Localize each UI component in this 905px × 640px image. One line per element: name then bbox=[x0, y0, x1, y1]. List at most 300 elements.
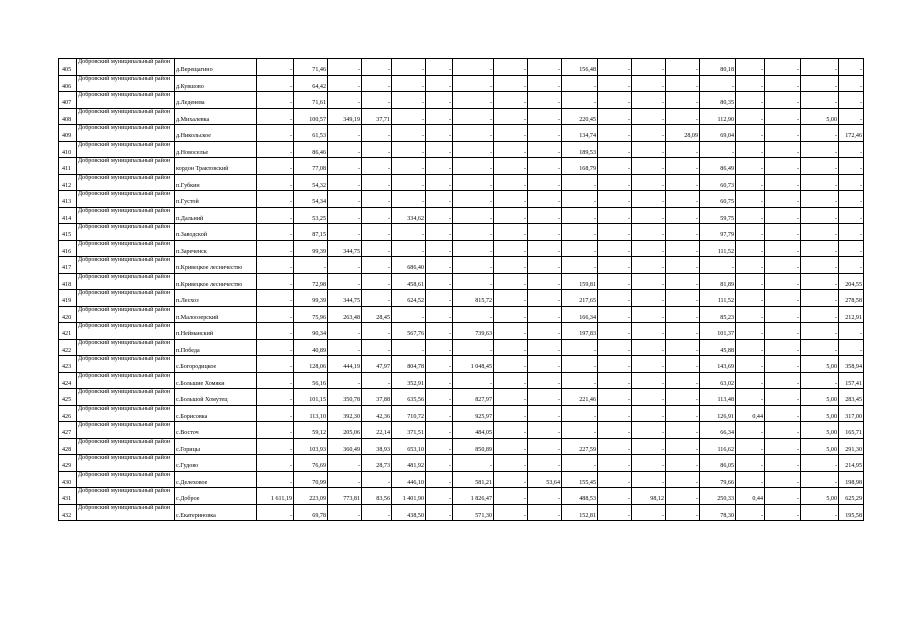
value-cell: - bbox=[839, 108, 864, 125]
value-cell: 172,46 bbox=[839, 125, 864, 142]
value-cell: - bbox=[801, 191, 839, 208]
row-number: 432 bbox=[59, 504, 77, 521]
settlement-cell: п.Лесхоз bbox=[175, 290, 257, 307]
value-cell: - bbox=[801, 158, 839, 175]
value-cell: 87,15 bbox=[294, 224, 328, 241]
value-cell: - bbox=[839, 92, 864, 109]
value-cell: - bbox=[666, 240, 700, 257]
value-cell: - bbox=[736, 191, 765, 208]
value-cell: - bbox=[494, 438, 528, 455]
value-cell: 152,81 bbox=[562, 504, 598, 521]
value-cell: - bbox=[801, 504, 839, 521]
value-cell: - bbox=[562, 405, 598, 422]
value-cell: - bbox=[453, 240, 494, 257]
value-cell: - bbox=[528, 174, 562, 191]
value-cell: - bbox=[632, 422, 666, 439]
value-cell: 481,92 bbox=[392, 455, 426, 472]
value-cell: - bbox=[666, 224, 700, 241]
value-cell: - bbox=[765, 108, 801, 125]
value-cell: 571,30 bbox=[453, 504, 494, 521]
region-cell: Добровский муниципальный район bbox=[77, 290, 175, 307]
value-cell: - bbox=[598, 191, 632, 208]
value-cell: - bbox=[666, 422, 700, 439]
value-cell: - bbox=[494, 356, 528, 373]
value-cell: - bbox=[598, 207, 632, 224]
value-cell: - bbox=[765, 141, 801, 158]
value-cell: - bbox=[257, 405, 294, 422]
table-row bbox=[59, 75, 864, 92]
value-cell: - bbox=[257, 389, 294, 406]
row-number: 421 bbox=[59, 323, 77, 340]
value-cell: - bbox=[362, 75, 392, 92]
row-number: 405 bbox=[59, 59, 77, 76]
value-cell: - bbox=[801, 141, 839, 158]
value-cell: - bbox=[494, 75, 528, 92]
value-cell: - bbox=[257, 158, 294, 175]
value-cell: - bbox=[328, 224, 362, 241]
settlement-cell: с.Восточ bbox=[175, 422, 257, 439]
value-cell: - bbox=[426, 471, 453, 488]
value-cell: 686,40 bbox=[392, 257, 426, 274]
value-cell: 98,12 bbox=[632, 488, 666, 505]
value-cell: 1 611,19 bbox=[257, 488, 294, 505]
value-cell: - bbox=[362, 59, 392, 76]
value-cell: 625,29 bbox=[839, 488, 864, 505]
region-cell: Добровский муниципальный район bbox=[77, 372, 175, 389]
value-cell: 28,09 bbox=[666, 125, 700, 142]
value-cell: - bbox=[598, 141, 632, 158]
value-cell: - bbox=[426, 59, 453, 76]
value-cell: - bbox=[453, 207, 494, 224]
value-cell: 83,56 bbox=[362, 488, 392, 505]
region-cell: Добровский муниципальный район bbox=[77, 422, 175, 439]
value-cell: 134,74 bbox=[562, 125, 598, 142]
value-cell: - bbox=[801, 323, 839, 340]
value-cell: - bbox=[598, 504, 632, 521]
value-cell: - bbox=[598, 455, 632, 472]
value-cell: - bbox=[494, 339, 528, 356]
table-row bbox=[59, 207, 864, 224]
row-number: 423 bbox=[59, 356, 77, 373]
value-cell: - bbox=[598, 471, 632, 488]
value-cell: - bbox=[257, 125, 294, 142]
value-cell: - bbox=[426, 158, 453, 175]
region-cell: Добровский муниципальный район bbox=[77, 306, 175, 323]
value-cell: - bbox=[453, 455, 494, 472]
value-cell: - bbox=[528, 224, 562, 241]
tariff-table bbox=[58, 58, 864, 521]
value-cell: - bbox=[453, 125, 494, 142]
row-number: 424 bbox=[59, 372, 77, 389]
value-cell: 77,08 bbox=[294, 158, 328, 175]
value-cell: 567,76 bbox=[392, 323, 426, 340]
value-cell: - bbox=[839, 240, 864, 257]
value-cell: - bbox=[426, 240, 453, 257]
value-cell: - bbox=[765, 339, 801, 356]
value-cell: 97,79 bbox=[700, 224, 736, 241]
value-cell: - bbox=[562, 339, 598, 356]
value-cell: - bbox=[362, 471, 392, 488]
value-cell: - bbox=[801, 174, 839, 191]
settlement-cell: п.Зареченск bbox=[175, 240, 257, 257]
value-cell: - bbox=[453, 191, 494, 208]
value-cell: 40,89 bbox=[294, 339, 328, 356]
value-cell: 53,25 bbox=[294, 207, 328, 224]
value-cell: - bbox=[801, 92, 839, 109]
value-cell: - bbox=[528, 207, 562, 224]
value-cell: - bbox=[666, 108, 700, 125]
value-cell: - bbox=[801, 306, 839, 323]
value-cell: - bbox=[562, 455, 598, 472]
value-cell: - bbox=[666, 290, 700, 307]
value-cell: - bbox=[765, 372, 801, 389]
value-cell: - bbox=[632, 158, 666, 175]
value-cell: 278,58 bbox=[839, 290, 864, 307]
value-cell: 804,78 bbox=[392, 356, 426, 373]
value-cell: 635,56 bbox=[392, 389, 426, 406]
region-cell: Добровский муниципальный район bbox=[77, 455, 175, 472]
value-cell: 1 401,90 bbox=[392, 488, 426, 505]
value-cell: - bbox=[801, 257, 839, 274]
value-cell: - bbox=[666, 141, 700, 158]
row-number: 413 bbox=[59, 191, 77, 208]
value-cell: - bbox=[666, 306, 700, 323]
value-cell: 5,00 bbox=[801, 405, 839, 422]
value-cell: 86,05 bbox=[700, 455, 736, 472]
value-cell: - bbox=[765, 504, 801, 521]
value-cell: - bbox=[392, 75, 426, 92]
settlement-cell: с.Большие Хомяки bbox=[175, 372, 257, 389]
value-cell: 360,49 bbox=[328, 438, 362, 455]
region-cell: Добровский муниципальный район bbox=[77, 240, 175, 257]
region-cell: Добровский муниципальный район bbox=[77, 504, 175, 521]
value-cell: 5,00 bbox=[801, 108, 839, 125]
row-number: 411 bbox=[59, 158, 77, 175]
value-cell: 221,46 bbox=[562, 389, 598, 406]
value-cell: 38,93 bbox=[362, 438, 392, 455]
value-cell: - bbox=[257, 59, 294, 76]
value-cell: - bbox=[632, 240, 666, 257]
value-cell: 371,51 bbox=[392, 422, 426, 439]
value-cell: 438,50 bbox=[392, 504, 426, 521]
value-cell: 5,00 bbox=[801, 389, 839, 406]
value-cell: - bbox=[528, 108, 562, 125]
value-cell: - bbox=[736, 273, 765, 290]
table-row bbox=[59, 323, 864, 340]
value-cell: - bbox=[666, 75, 700, 92]
value-cell: - bbox=[736, 207, 765, 224]
value-cell: 128,06 bbox=[294, 356, 328, 373]
value-cell: - bbox=[562, 240, 598, 257]
value-cell: - bbox=[426, 75, 453, 92]
value-cell: 112,90 bbox=[700, 108, 736, 125]
region-cell: Добровский муниципальный район bbox=[77, 92, 175, 109]
value-cell: - bbox=[494, 422, 528, 439]
value-cell: - bbox=[426, 141, 453, 158]
value-cell: - bbox=[598, 92, 632, 109]
settlement-cell: с.Большой Хомутец bbox=[175, 389, 257, 406]
value-cell: - bbox=[562, 224, 598, 241]
value-cell: - bbox=[632, 108, 666, 125]
settlement-cell: д.Кувшово bbox=[175, 75, 257, 92]
value-cell: - bbox=[736, 455, 765, 472]
value-cell: - bbox=[257, 438, 294, 455]
value-cell: - bbox=[257, 290, 294, 307]
value-cell: - bbox=[426, 92, 453, 109]
value-cell: - bbox=[562, 372, 598, 389]
value-cell: - bbox=[494, 141, 528, 158]
value-cell: - bbox=[736, 356, 765, 373]
value-cell: - bbox=[562, 207, 598, 224]
value-cell: 283,45 bbox=[839, 389, 864, 406]
region-cell: Добровский муниципальный район bbox=[77, 141, 175, 158]
value-cell: - bbox=[765, 356, 801, 373]
value-cell: - bbox=[801, 240, 839, 257]
value-cell: - bbox=[528, 306, 562, 323]
value-cell: - bbox=[328, 273, 362, 290]
value-cell: - bbox=[328, 455, 362, 472]
value-cell: - bbox=[598, 257, 632, 274]
value-cell: - bbox=[426, 372, 453, 389]
value-cell: - bbox=[328, 504, 362, 521]
value-cell: - bbox=[453, 224, 494, 241]
value-cell: - bbox=[494, 191, 528, 208]
value-cell: - bbox=[257, 224, 294, 241]
value-cell: - bbox=[598, 290, 632, 307]
value-cell: 72,98 bbox=[294, 273, 328, 290]
value-cell: - bbox=[392, 339, 426, 356]
value-cell: - bbox=[801, 455, 839, 472]
value-cell: - bbox=[598, 323, 632, 340]
value-cell: 198,98 bbox=[839, 471, 864, 488]
table-row bbox=[59, 257, 864, 274]
value-cell: - bbox=[426, 125, 453, 142]
value-cell: - bbox=[801, 339, 839, 356]
value-cell: - bbox=[765, 306, 801, 323]
value-cell: - bbox=[666, 92, 700, 109]
value-cell: - bbox=[765, 158, 801, 175]
value-cell: 159,81 bbox=[562, 273, 598, 290]
value-cell: - bbox=[392, 108, 426, 125]
value-cell: 53,64 bbox=[528, 471, 562, 488]
value-cell: - bbox=[598, 422, 632, 439]
value-cell: - bbox=[528, 323, 562, 340]
value-cell: - bbox=[839, 191, 864, 208]
value-cell: - bbox=[257, 306, 294, 323]
region-cell: Добровский муниципальный район bbox=[77, 438, 175, 455]
value-cell: - bbox=[257, 455, 294, 472]
value-cell: - bbox=[598, 240, 632, 257]
value-cell: 484,05 bbox=[453, 422, 494, 439]
value-cell: - bbox=[736, 125, 765, 142]
value-cell: 54,34 bbox=[294, 191, 328, 208]
settlement-cell: с.Горицы bbox=[175, 438, 257, 455]
value-cell: 81,89 bbox=[700, 273, 736, 290]
value-cell: 344,75 bbox=[328, 290, 362, 307]
value-cell: - bbox=[328, 59, 362, 76]
value-cell: - bbox=[666, 488, 700, 505]
value-cell: - bbox=[765, 224, 801, 241]
row-number: 414 bbox=[59, 207, 77, 224]
settlement-cell: д.Новоселье bbox=[175, 141, 257, 158]
value-cell: - bbox=[392, 125, 426, 142]
value-cell: - bbox=[528, 438, 562, 455]
value-cell: - bbox=[632, 125, 666, 142]
value-cell: - bbox=[453, 257, 494, 274]
value-cell: 624,52 bbox=[392, 290, 426, 307]
value-cell: 111,52 bbox=[700, 240, 736, 257]
value-cell: - bbox=[453, 108, 494, 125]
value-cell: - bbox=[328, 92, 362, 109]
value-cell: - bbox=[736, 141, 765, 158]
value-cell: - bbox=[426, 488, 453, 505]
value-cell: - bbox=[426, 389, 453, 406]
value-cell: 250,33 bbox=[700, 488, 736, 505]
value-cell: 263,48 bbox=[328, 306, 362, 323]
value-cell: - bbox=[736, 372, 765, 389]
value-cell: - bbox=[736, 158, 765, 175]
value-cell: - bbox=[257, 141, 294, 158]
value-cell: - bbox=[839, 141, 864, 158]
value-cell: - bbox=[362, 257, 392, 274]
value-cell: - bbox=[666, 438, 700, 455]
value-cell: - bbox=[426, 174, 453, 191]
value-cell: 37,88 bbox=[362, 389, 392, 406]
value-cell: - bbox=[736, 389, 765, 406]
value-cell: - bbox=[632, 339, 666, 356]
value-cell: - bbox=[392, 240, 426, 257]
value-cell: - bbox=[528, 158, 562, 175]
settlement-cell: с.Доброе bbox=[175, 488, 257, 505]
value-cell: 90,34 bbox=[294, 323, 328, 340]
value-cell: - bbox=[736, 290, 765, 307]
value-cell: - bbox=[839, 224, 864, 241]
value-cell: 70,99 bbox=[294, 471, 328, 488]
value-cell: 291,30 bbox=[839, 438, 864, 455]
table-row bbox=[59, 422, 864, 439]
value-cell: - bbox=[801, 125, 839, 142]
value-cell: - bbox=[528, 92, 562, 109]
value-cell: - bbox=[453, 158, 494, 175]
row-number: 427 bbox=[59, 422, 77, 439]
value-cell: - bbox=[666, 323, 700, 340]
settlement-cell: п.Победа bbox=[175, 339, 257, 356]
value-cell: - bbox=[736, 306, 765, 323]
value-cell: - bbox=[839, 75, 864, 92]
value-cell: - bbox=[765, 471, 801, 488]
value-cell: - bbox=[666, 405, 700, 422]
value-cell: 1 048,45 bbox=[453, 356, 494, 373]
value-cell: - bbox=[765, 488, 801, 505]
row-number: 430 bbox=[59, 471, 77, 488]
value-cell: - bbox=[736, 323, 765, 340]
value-cell: 64,42 bbox=[294, 75, 328, 92]
value-cell: 352,91 bbox=[392, 372, 426, 389]
settlement-cell: п.Заводской bbox=[175, 224, 257, 241]
row-number: 418 bbox=[59, 273, 77, 290]
value-cell: - bbox=[700, 75, 736, 92]
value-cell: 113,48 bbox=[700, 389, 736, 406]
value-cell: - bbox=[257, 75, 294, 92]
value-cell: - bbox=[494, 405, 528, 422]
value-cell: - bbox=[632, 306, 666, 323]
value-cell: - bbox=[362, 92, 392, 109]
value-cell: - bbox=[426, 323, 453, 340]
value-cell: - bbox=[528, 290, 562, 307]
value-cell: - bbox=[839, 257, 864, 274]
value-cell: - bbox=[632, 389, 666, 406]
value-cell: 156,48 bbox=[562, 59, 598, 76]
settlement-cell: д.Верещагино bbox=[175, 59, 257, 76]
value-cell: - bbox=[257, 92, 294, 109]
value-cell: - bbox=[598, 372, 632, 389]
value-cell: 103,93 bbox=[294, 438, 328, 455]
value-cell: - bbox=[736, 75, 765, 92]
value-cell: - bbox=[528, 339, 562, 356]
value-cell: 773,81 bbox=[328, 488, 362, 505]
value-cell: - bbox=[562, 174, 598, 191]
value-cell: - bbox=[632, 59, 666, 76]
row-number: 408 bbox=[59, 108, 77, 125]
table-row bbox=[59, 488, 864, 505]
value-cell: 392,30 bbox=[328, 405, 362, 422]
settlement-cell: д.Никольское bbox=[175, 125, 257, 142]
value-cell: - bbox=[736, 59, 765, 76]
region-cell: Добровский муниципальный район bbox=[77, 339, 175, 356]
value-cell: - bbox=[453, 141, 494, 158]
value-cell: - bbox=[426, 191, 453, 208]
value-cell: 71,46 bbox=[294, 59, 328, 76]
value-cell: 223,09 bbox=[294, 488, 328, 505]
value-cell: 925,97 bbox=[453, 405, 494, 422]
value-cell: - bbox=[528, 455, 562, 472]
value-cell: - bbox=[666, 339, 700, 356]
value-cell: - bbox=[765, 422, 801, 439]
value-cell: 5,00 bbox=[801, 422, 839, 439]
value-cell: - bbox=[328, 141, 362, 158]
value-cell: - bbox=[453, 339, 494, 356]
value-cell: - bbox=[632, 174, 666, 191]
value-cell: - bbox=[257, 372, 294, 389]
value-cell: - bbox=[426, 257, 453, 274]
value-cell: 28,73 bbox=[362, 455, 392, 472]
settlement-cell: д.Леденева bbox=[175, 92, 257, 109]
value-cell: - bbox=[839, 158, 864, 175]
value-cell: - bbox=[362, 339, 392, 356]
value-cell: - bbox=[494, 92, 528, 109]
region-cell: Добровский муниципальный район bbox=[77, 191, 175, 208]
value-cell: - bbox=[736, 224, 765, 241]
value-cell: 5,00 bbox=[801, 488, 839, 505]
value-cell: - bbox=[632, 372, 666, 389]
value-cell: - bbox=[666, 471, 700, 488]
value-cell: - bbox=[598, 125, 632, 142]
region-cell: Добровский муниципальный район bbox=[77, 488, 175, 505]
value-cell: 60,75 bbox=[700, 191, 736, 208]
value-cell: - bbox=[528, 356, 562, 373]
value-cell: - bbox=[426, 405, 453, 422]
value-cell: - bbox=[453, 306, 494, 323]
region-cell: Добровский муниципальный район bbox=[77, 174, 175, 191]
value-cell: - bbox=[257, 191, 294, 208]
value-cell: - bbox=[362, 158, 392, 175]
value-cell: 75,96 bbox=[294, 306, 328, 323]
value-cell: - bbox=[426, 356, 453, 373]
table-row bbox=[59, 273, 864, 290]
value-cell: - bbox=[598, 59, 632, 76]
value-cell: 69,78 bbox=[294, 504, 328, 521]
value-cell: - bbox=[528, 257, 562, 274]
